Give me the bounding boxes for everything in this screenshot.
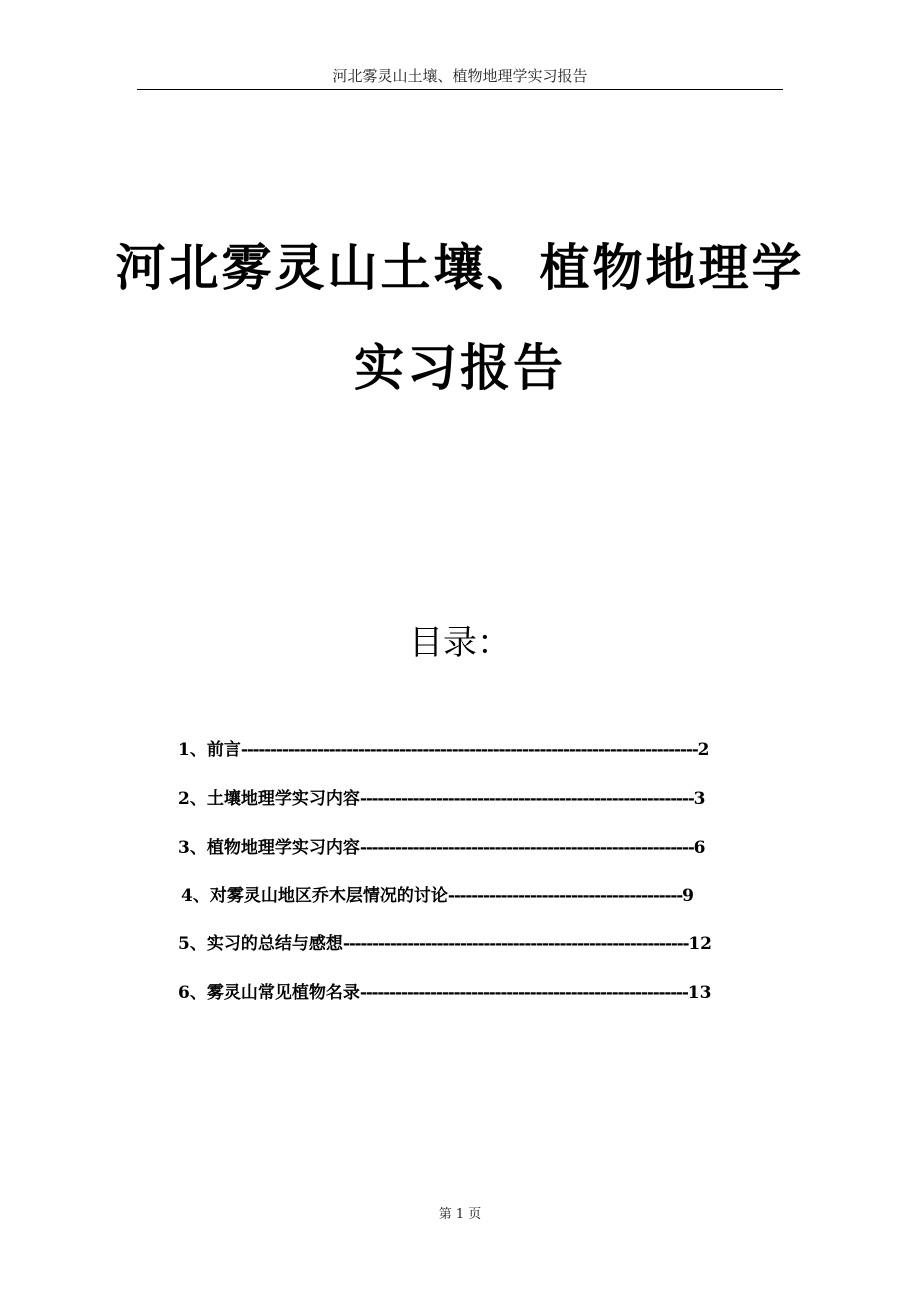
toc-item-label: 对雾灵山地区乔木层情况的讨论 [209, 886, 448, 906]
toc-item-page: 9 [682, 886, 694, 906]
toc-item-label: 土壤地理学实习内容 [206, 789, 360, 809]
toc-item-number: 2、 [178, 789, 207, 809]
toc-leader: ----------------------------------------------------------- [342, 934, 689, 954]
toc-item-page: 12 [688, 934, 712, 954]
toc-item-label: 实习的总结与感想 [206, 934, 343, 954]
toc-item[interactable] [178, 982, 753, 1004]
toc-item-number: 1、 [178, 740, 207, 760]
toc-item[interactable] [178, 739, 743, 761]
page-footer: 第 1 页 [438, 1207, 482, 1222]
document-title-line-1: 河北雾灵山土壤、植物地理学 [115, 238, 805, 297]
toc-item-number: 5、 [178, 934, 207, 954]
toc-item-page: 6 [693, 838, 706, 858]
toc-item[interactable] [181, 885, 746, 907]
toc-item[interactable] [178, 837, 743, 859]
toc-item[interactable] [178, 788, 743, 810]
toc-item-page: 13 [687, 983, 712, 1003]
toc-item-label: 雾灵山常见植物名录 [206, 983, 360, 1003]
toc-item-number: 3、 [178, 838, 207, 858]
toc-leader: --------------------------------------------------------- [359, 838, 694, 858]
toc-item-label: 前言 [206, 740, 241, 760]
toc-leader: --------------------------------------------------------- [359, 789, 694, 809]
toc-leader: ---------------------------------------- [447, 886, 683, 906]
toc-item-number: 4、 [181, 886, 210, 906]
toc-item-page: 3 [693, 789, 706, 809]
header-rule [137, 89, 783, 90]
document-title-line-2: 实习报告 [354, 338, 566, 397]
toc-item-label: 植物地理学实习内容 [206, 838, 360, 858]
toc-item[interactable] [178, 933, 753, 955]
toc-item-number: 6、 [178, 983, 207, 1003]
toc-heading: 目录： [409, 623, 511, 663]
toc-leader: -------------------------------------------------------- [359, 983, 688, 1003]
toc-leader: ------------------------------------------------------------------------------ [240, 740, 698, 760]
page-header: 河北雾灵山土壤、植物地理学实习报告 [332, 67, 588, 85]
toc-item-page: 2 [697, 740, 710, 760]
